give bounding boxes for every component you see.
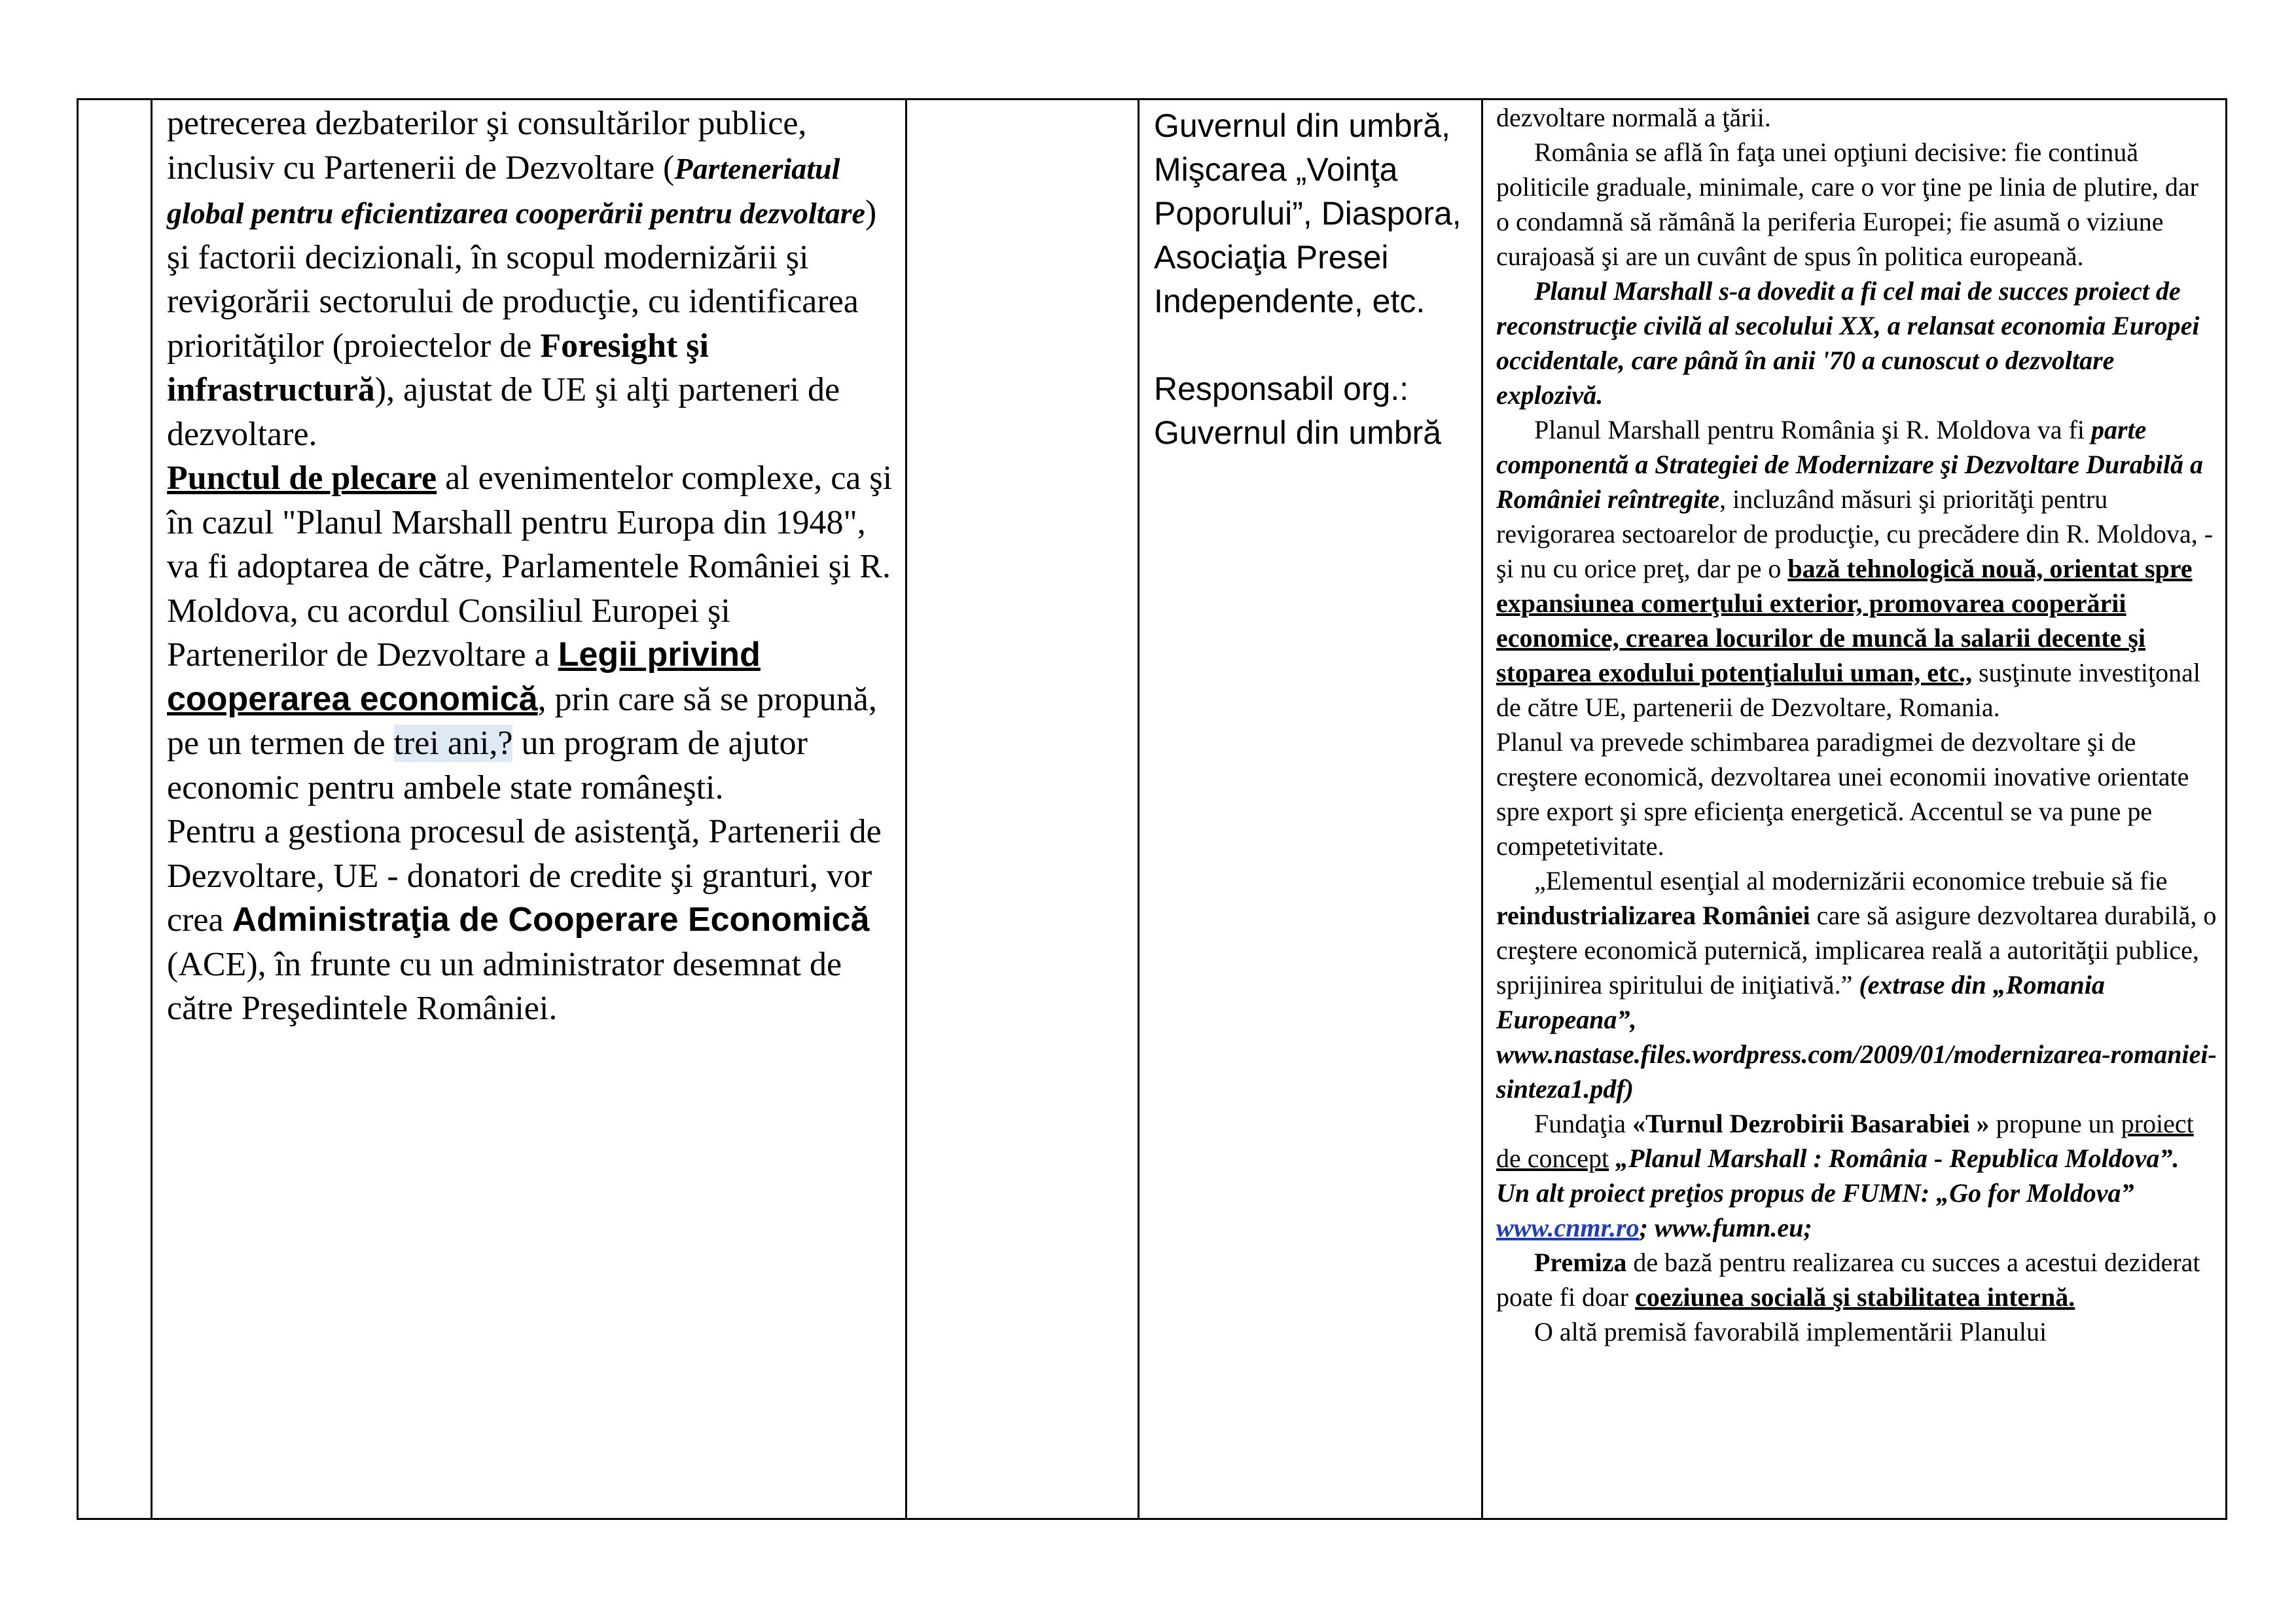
foresight-emphasis: Foresight şi infrastructură: [167, 327, 709, 408]
action-plan-table: [77, 98, 2227, 1520]
paragraph-fumn: Un alt proiect preţios propus de FUMN: „Go for Moldova” www.cnmr.ro; www.fumn.eu;: [1496, 1178, 2134, 1242]
ace-emphasis: Administraţia de Cooperare Economică: [232, 901, 870, 939]
partnership-title: Parteneriatul global pentru eficientizarea cooperării pentru dezvoltare: [167, 151, 865, 230]
empty-cell: [906, 99, 1139, 1519]
paragraph-quote: „Elementul esenţial al modernizării economice trebuie să fie reindustrializarea României care să asigure dezvoltarea durabilă, o creştere economică puternică, implicarea reală a autorităţii publice, sprijinirea spiritului de iniţiativă.” (extrase din „Romania Europeana”, www.nastase.files.wordpress.com/2009/01/modernizarea-romaniei-sinteza1.pdf): [1496, 866, 2217, 1104]
responsible-label: Responsabil org.:: [1154, 370, 1409, 407]
number-cell: [78, 99, 152, 1519]
paragraph: România se află în faţa unei opţiuni decisive: fie continuă politicile graduale, minimale, care o vor ţine pe linia de plutire, dar o condamnă să rămână la periferia Europei; fie asumă o viziune curajoasă şi are un cuvânt de spus în politica europeană.: [1496, 137, 2198, 271]
partners-cell: [1139, 99, 1482, 1519]
law-title-emphasis: Legii privind cooperarea economică: [167, 636, 761, 718]
cnmr-link[interactable]: www.cnmr.ro: [1496, 1213, 1640, 1242]
highlighted-text: trei ani,?: [393, 725, 513, 762]
description-text: petrecerea dezbaterilor şi consultărilor publice, inclusiv cu Partenerii de Dezvoltare (: [167, 105, 807, 187]
description-cell: petrecerea dezbaterilor şi consultărilor publice, inclusiv cu Partenerii de Dezvoltare (Parteneriatul global pentru eficientizarea cooperării pentru dezvoltare) şi factorii decizionali, în scopul modernizării şi revigorării sectorului de producţie, cu identificarea priorităţilor (proiectelor de Foresight şi infrastructură), ajustat de UE şi alţi parteneri de dezvoltare. Punctul de plecare al evenimentelor complexe, ca şi în cazul "Planul Marshall pentru Europa din 1948", va fi adoptarea de către, Parlamentele României şi R. Moldova, cu acordul Consiliul Europei şi Partenerilor de Dezvoltare a Legii privind cooperarea economică, prin care să se propună, pe un termen de trei ani,? un program de ajutor economic pentru ambele state româneşti. Pentru a gestiona procesul de asistenţă, Partenerii de Dezvoltare, UE - donatori de credite şi granturi, vor crea Administraţia de Cooperare Economică (ACE), în frunte cu un administrator desemnat de către Preşedintele României.: [152, 99, 906, 1519]
paragraph-premise: Premiza de bază pentru realizarea cu succes a acestui deziderat poate fi doar coeziunea socială şi stabilitatea internă.: [1496, 1248, 2200, 1312]
justification-cell: [1482, 99, 2227, 1519]
starting-point-emphasis: Punctul de plecare: [167, 460, 437, 497]
paragraph-marshall-success: Planul Marshall s-a dovedit a fi cel mai de succes proiect de reconstrucţie civilă al secolului XX, a relansat economia Europei occidentale, care până în anii '70 a cunoscut o dezvoltare explozivă.: [1496, 276, 2200, 410]
paragraph: Planul va prevede schimbarea paradigmei de dezvoltare şi de creştere economică, dezvoltarea unei economii inovative orientate spre export şi spre eficienţa energetică. Accentul se va pune pe competetivitate.: [1496, 727, 2189, 861]
table-row: [78, 99, 2227, 1519]
quote-source: (extrase din „Romania Europeana”, www.nastase.files.wordpress.com/2009/01/modernizarea-romaniei-sinteza1.pdf): [1496, 970, 2217, 1104]
paragraph: dezvoltare normală a ţării.: [1496, 103, 1771, 132]
technology-base-emphasis: bază tehnologică nouă, orientat spre expansiunea comerţului exterior, promovarea cooperării economice, crearea locurilor de muncă la salarii decente şi stoparea exodului potenţialului uman, etc.,: [1496, 554, 2193, 687]
paragraph: Fundaţia «Turnul Dezrobirii Basarabiei » propune un proiect de concept „Planul Marshall : România - Republica Moldova”.: [1496, 1109, 2194, 1173]
paragraph: Planul Marshall pentru România şi R. Moldova va fi parte componentă a Strategiei de Modernizare şi Dezvoltare Durabilă a României reîntregite, incluzând măsuri şi priorităţi pentru revigorarea sectoarelor de producţie, cu precădere din R. Moldova, - şi nu cu orice preţ, dar pe o bază tehnologică nouă, orientat spre expansiunea comerţului exterior, promovarea cooperării economice, crearea locurilor de muncă la salarii decente şi stoparea exodului potenţialului uman, etc., susţinute investiţonal de către UE, partenerii de Dezvoltare, Romania.: [1496, 415, 2214, 722]
paragraph: O altă premisă favorabilă implementării Planului: [1534, 1317, 2047, 1346]
responsible-value: Guvernul din umbră: [1154, 414, 1442, 451]
partners-list: Guvernul din umbră, Mişcarea „Voinţa Poporului”, Diaspora, Asociaţia Presei Independente, etc.: [1154, 107, 1462, 319]
